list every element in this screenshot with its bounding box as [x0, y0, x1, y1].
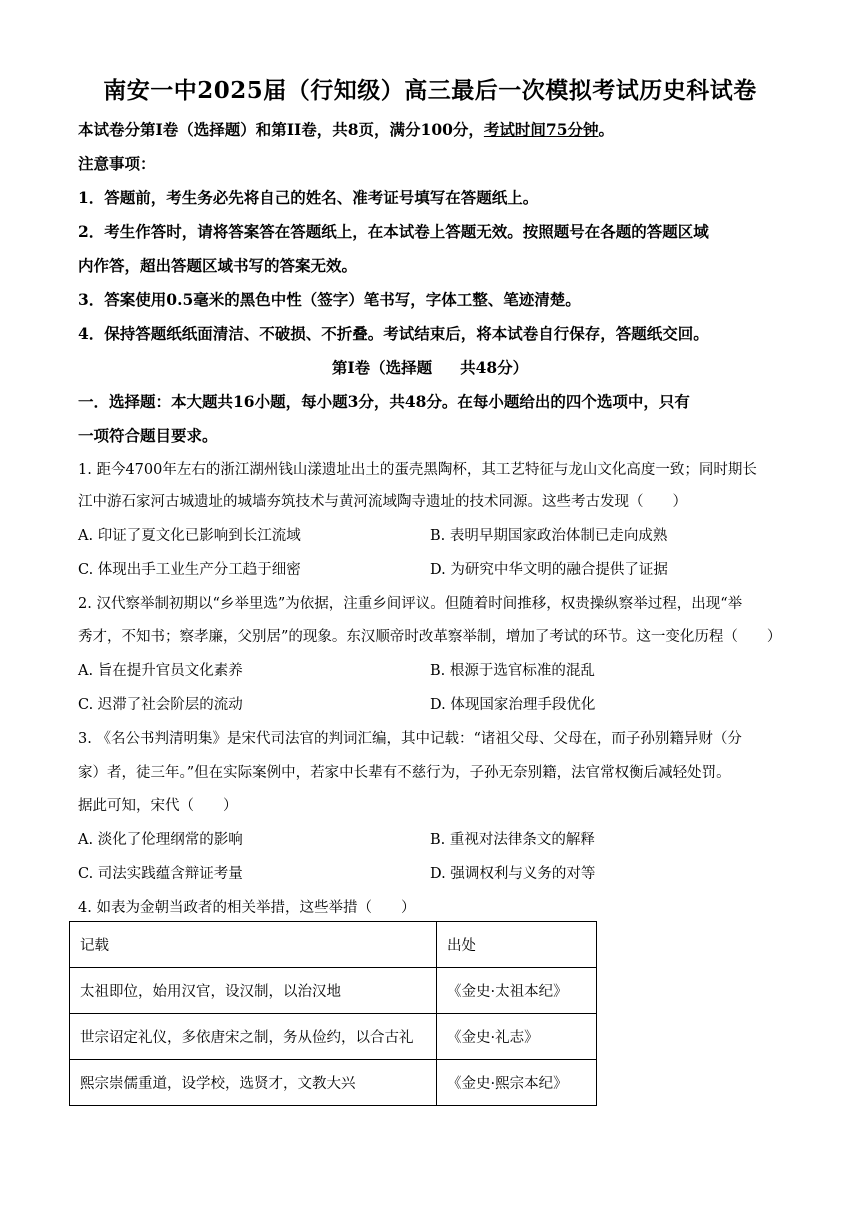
exam-duration: 考试时间75分钟	[483, 120, 599, 139]
table-row	[70, 1060, 597, 1106]
table-cell-source: 《金史·太祖本纪》	[437, 968, 597, 1014]
table-header-cell: 记载	[70, 922, 437, 968]
question-3-stem: 据此可知，宋代（ ）	[78, 798, 238, 814]
table-cell-record: 太祖即位，始用汉官，设汉制，以治汉地	[70, 968, 437, 1014]
exam-intro	[78, 118, 614, 140]
question-1-stem: 1. 距今4700年左右的浙江湖州钱山漾遗址出土的蛋壳黑陶杯，其工艺特征与龙山文化高度一致；同时期长	[78, 462, 757, 478]
question-2-stem: 2. 汉代察举制初期以“乡举里选”为依据，注重乡间评议。但随着时间推移，权贵操纵察举过程，出现“举	[78, 596, 743, 612]
intro-end: 。	[598, 120, 614, 139]
question-2-option-c: C. 迟滞了社会阶层的流动	[78, 697, 243, 713]
question-3-stem: 家）者，徒三年。”但在实际案例中，若家中长辈有不慈行为，子孙无奈别籍，法官常权衡后减轻处罚。	[78, 765, 731, 781]
question-2-option-b: B. 根源于选官标准的混乱	[430, 663, 595, 679]
question-2-option-a: A. 旨在提升官员文化素养	[78, 663, 243, 679]
notice-item: 1．答题前，考生务必先将自己的姓名、准考证号填写在答题纸上。	[78, 188, 539, 207]
question-1-option-b: B. 表明早期国家政治体制已走向成熟	[430, 528, 668, 544]
table-cell-source: 《金史·熙宗本纪》	[437, 1060, 597, 1106]
table-cell-record: 熙宗崇儒重道，设学校，选贤才，文教大兴	[70, 1060, 437, 1106]
notice-item: 2．考生作答时，请将答案答在答题纸上，在本试卷上答题无效。按照题号在各题的答题区域	[78, 222, 709, 241]
question-2-stem: 秀才，不知书；察孝廉，父别居”的现象。东汉顺帝时改革察举制，增加了考试的环节。这一变化历程（ ）	[78, 629, 782, 645]
table-cell-source: 《金史·礼志》	[437, 1014, 597, 1060]
intro-text: 本试卷分第Ⅰ卷（选择题）和第II卷，共8页，满分100分，	[78, 120, 484, 139]
question-3-option-c: C. 司法实践蕴含辩证考量	[78, 866, 243, 882]
table-cell-record: 世宗诏定礼仪，多依唐宋之制，务从俭约，以合古礼	[70, 1014, 437, 1060]
question-1-stem: 江中游石家河古城遗址的城墙夯筑技术与黄河流域陶寺遗址的技术同源。这些考古发现（ ）	[78, 494, 687, 510]
table-header-row	[70, 922, 597, 968]
question-3-option-a: A. 淡化了伦理纲常的影响	[78, 832, 243, 848]
section-part2: 共48分）	[460, 358, 529, 377]
notice-heading: 注意事项：	[78, 154, 156, 173]
question-2-option-d: D. 体现国家治理手段优化	[430, 697, 596, 713]
question-1-option-c: C. 体现出手工业生产分工趋于细密	[78, 562, 301, 578]
notice-item: 4．保持答题纸纸面清洁、不破损、不折叠。考试结束后，将本试卷自行保存，答题纸交回。	[78, 324, 709, 343]
question-3-stem: 3. 《名公书判清明集》是宋代司法官的判词汇编，其中记载：“诸祖父母、父母在，而子孙别籍异财（分	[78, 731, 742, 747]
question-3-option-d: D. 强调权利与义务的对等	[430, 866, 596, 882]
section-heading	[0, 356, 860, 378]
exam-title: 南安一中2025届（行知级）高三最后一次模拟考试历史科试卷	[103, 77, 757, 104]
notice-item: 内作答，超出答题区域书写的答案无效。	[78, 256, 358, 275]
section-part1: 第Ⅰ卷（选择题	[331, 358, 433, 377]
question-1-option-a: A. 印证了夏文化已影响到长江流域	[78, 528, 301, 544]
question-1-option-d: D. 为研究中华文明的融合提供了证据	[430, 562, 668, 578]
table-row	[70, 1014, 597, 1060]
records-table	[69, 921, 597, 1106]
question-3-option-b: B. 重视对法律条文的解释	[430, 832, 595, 848]
table-header-cell: 出处	[437, 922, 597, 968]
notice-item: 3．答案使用0.5毫米的黑色中性（签字）笔书写，字体工整、笔迹清楚。	[78, 290, 581, 309]
section-instruction: 一．选择题：本大题共16小题，每小题3分，共48分。在每小题给出的四个选项中，只有	[78, 392, 690, 411]
question-4-stem: 4. 如表为金朝当政者的相关举措，这些举措（ ）	[78, 900, 416, 916]
table-row	[70, 968, 597, 1014]
section-instruction: 一项符合题目要求。	[78, 426, 218, 445]
